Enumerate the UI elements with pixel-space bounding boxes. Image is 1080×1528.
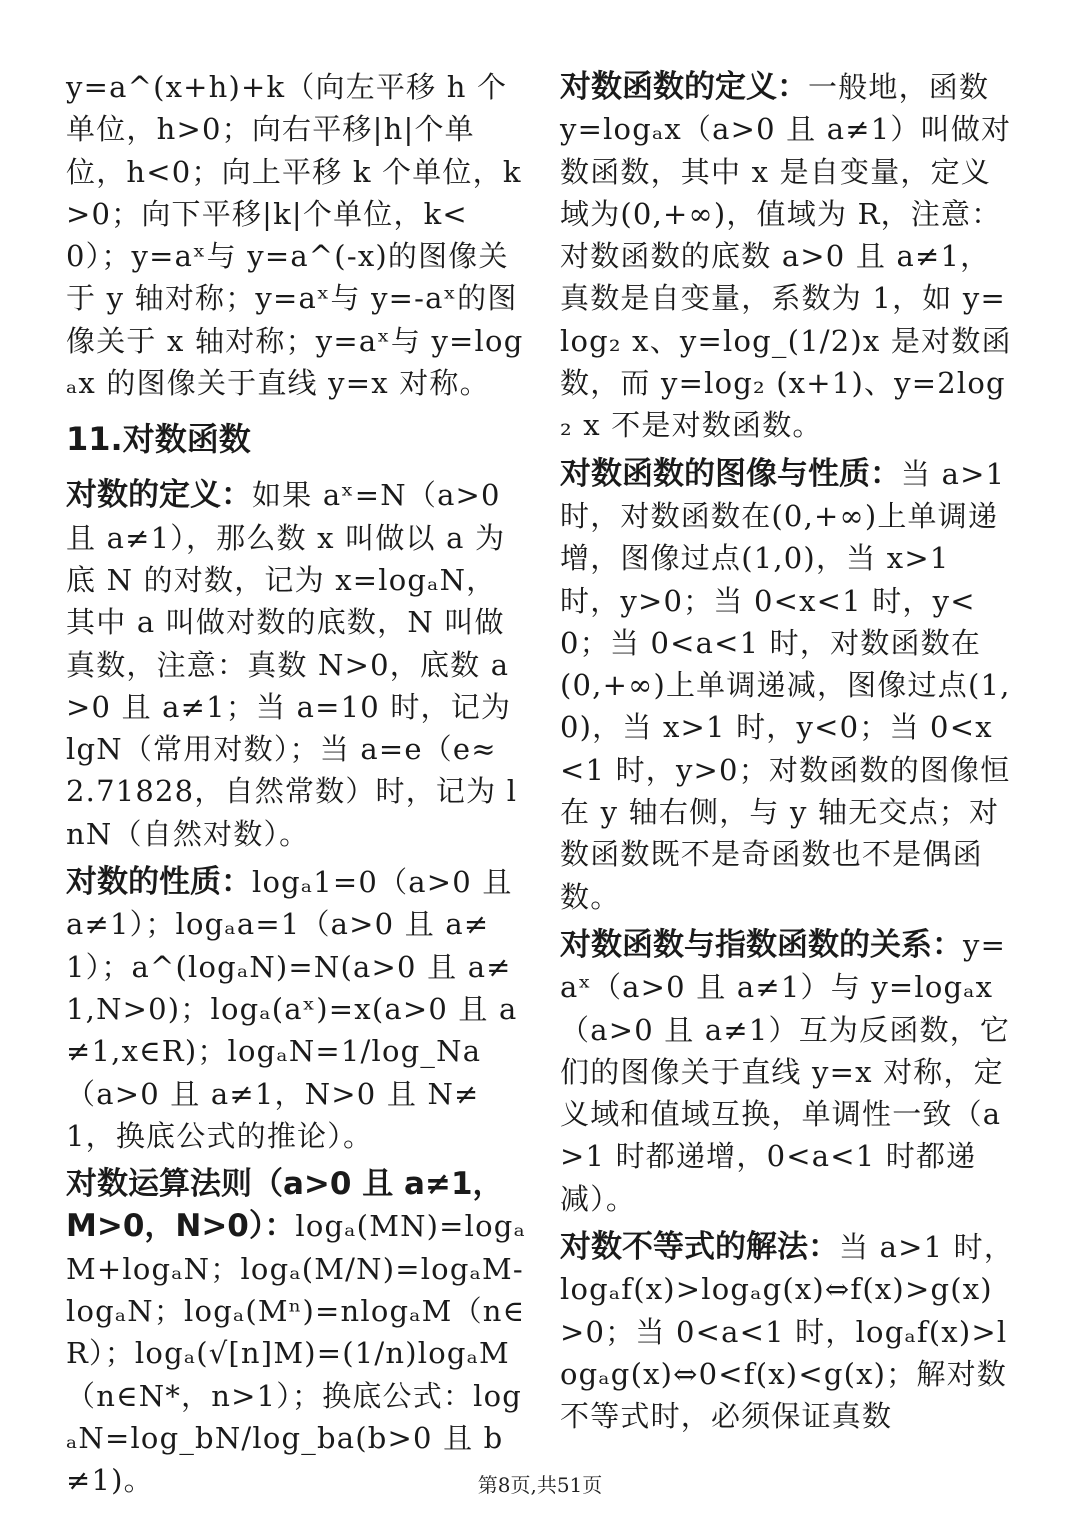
intro-text: y=a^(x+h)+k（向左平移 h 个单位，h>0；向右平移|h|个单位，h<0；向上平移 k 个单位，k>0；向下平移|k|个单位，k<0）；y=aˣ与 y=a^(-x)的图像关于 y 轴对称；y=aˣ与 y=-aˣ的图像关于 x 轴对称；y=aˣ与 y=logₐx 的图像关于直线 y=x 对称。 (66, 70, 524, 401)
log-operations-heading: 对数运算法则（a>0 且 a≠1，M>0，N>0）： (66, 1166, 504, 1245)
log-function-definition-heading: 对数函数的定义： (560, 69, 808, 105)
log-exp-relation-text: y=aˣ（a>0 且 a≠1）与 y=logₐx（a>0 且 a≠1）互为反函数，它们的图像关于直线 y=x 对称，定义域和值域互换，单调性一致（a>1 时都递增，0<a<1 时都递减）。 (560, 927, 1011, 1216)
log-function-graph-text: 当 a>1 时，对数函数在(0,+∞)上单调递增，图像过点(1,0)，当 x>1 时，y>0；当 0<x<1 时，y<0；当 0<a<1 时，对数函数在(0,+∞)上单调递减，图像过点(1,0)，当 x>1 时，y<0；当 0<x<1 时，y>0；对数函数的图像恒在 y 轴右侧，与 y 轴无交点；对数函数既不是奇函数也不是偶函数。 (560, 456, 1011, 914)
log-properties-paragraph (66, 861, 526, 1157)
log-function-graph-paragraph (560, 453, 1016, 918)
log-inequality-text: 当 a>1 时，logₐf(x)>logₐg(x)⇔f(x)>g(x)>0；当 0<a<1 时，logₐf(x)>logₐg(x)⇔0<f(x)<g(x)；解对数不等式时，必须保证真数 (560, 1230, 1015, 1434)
intro-paragraph (66, 66, 526, 404)
log-definition-paragraph (66, 474, 526, 855)
log-function-graph-heading: 对数函数的图像与性质： (560, 455, 901, 492)
log-function-definition-text: 一般地，函数 y=logₐx（a>0 且 a≠1）叫做对数函数，其中 x 是自变量，定义域为(0,+∞)，值域为 R，注意：对数函数的底数 a>0 且 a≠1，真数是自变量，系数为 1，如 y=log₂ x、y=log_(1/2)x 是对数函数，而 y=log₂ (x+1)、y=2log₂ x 不是对数函数。 (560, 70, 1012, 443)
log-operations-paragraph (66, 1163, 526, 1501)
log-inequality-heading: 对数不等式的解法： (560, 1229, 839, 1266)
log-properties-heading: 对数的性质： (66, 864, 252, 901)
log-inequality-paragraph (560, 1226, 1016, 1437)
log-properties-text: logₐ1=0（a>0 且 a≠1）；logₐa=1（a>0 且 a≠1）；a^(logₐN)=N(a>0 且 a≠1,N>0)；logₐ(aˣ)=x(a>0 且 a≠1,x∈R)；logₐN=1/log_Na（a>0 且 a≠1，N>0 且 N≠1，换底公式的推论）。 (66, 865, 518, 1153)
right-column (560, 66, 1016, 1444)
log-exp-relation-heading: 对数函数与指数函数的关系： (560, 926, 963, 963)
log-exp-relation-paragraph (560, 924, 1016, 1220)
log-operations-text: logₐ(MN)=logₐM+logₐN；logₐ(M/N)=logₐM-logₐN；logₐ(Mⁿ)=nlogₐM（n∈R）；logₐ(√[n]M)=(1/n)logₐM（n∈N*，n>1）；换底公式：logₐN=log_bN/log_ba(b>0 且 b≠1)。 (66, 1209, 526, 1498)
log-definition-text: 如果 aˣ=N（a>0 且 a≠1），那么数 x 叫做以 a 为底 N 的对数，记为 x=logₐN，其中 a 叫做对数的底数，N 叫做真数，注意：真数 N>0，底数 a>0 且 a≠1；当 a=10 时，记为 lgN（常用对数）；当 a=e（e≈2.71828，自然常数）时，记为 lnN（自然对数）。 (66, 478, 518, 851)
log-function-definition-paragraph (560, 66, 1016, 447)
page-footer: 第8页,共51页 (477, 1473, 603, 1497)
log-definition-heading: 对数的定义： (66, 477, 252, 514)
left-column (66, 66, 526, 1508)
section-title: 11.对数函数 (66, 420, 251, 459)
